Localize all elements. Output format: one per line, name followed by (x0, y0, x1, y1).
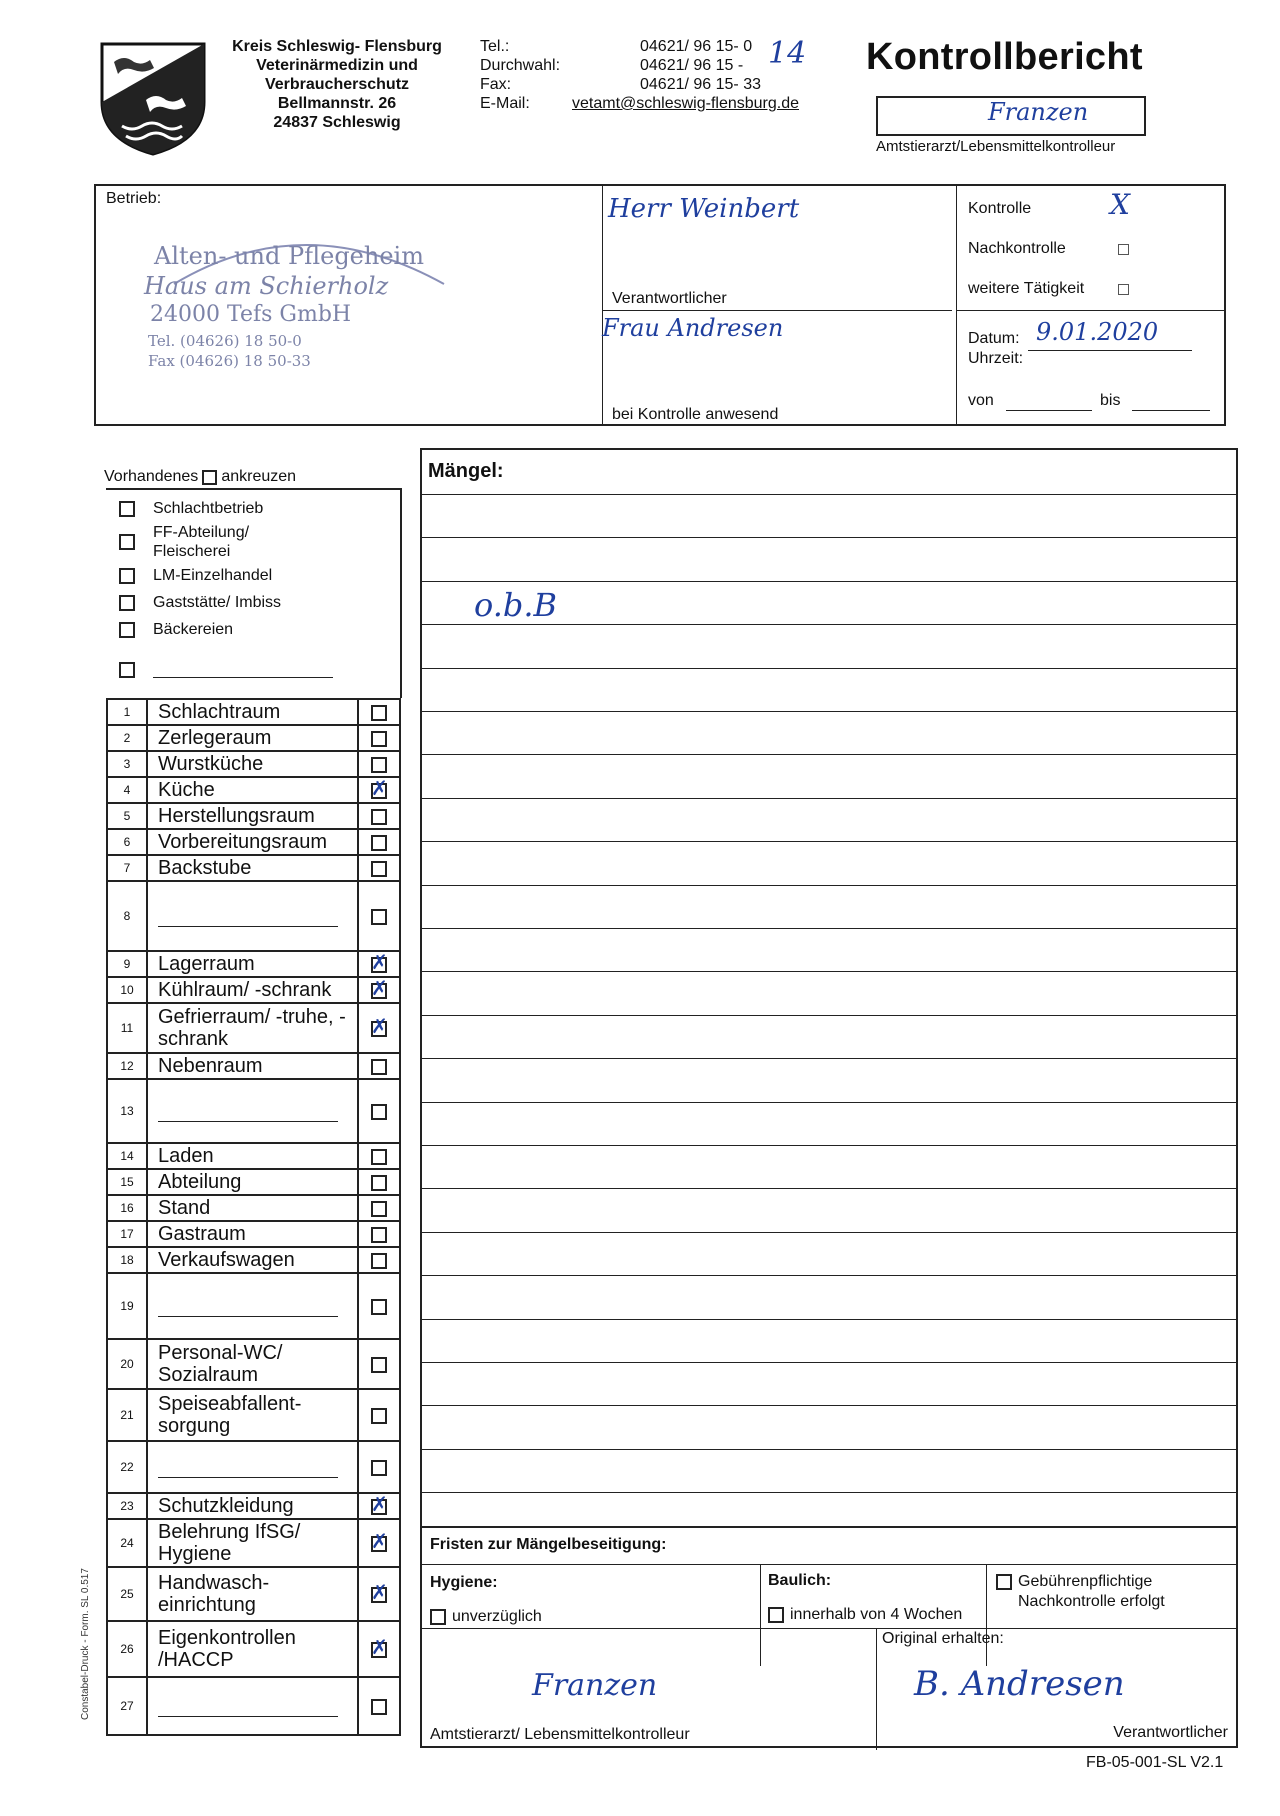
room-blank-line[interactable] (158, 1121, 338, 1122)
weitere-checkbox[interactable] (1118, 284, 1129, 295)
room-checkbox[interactable] (371, 909, 387, 925)
vorhandenes-item: Bäckereien (153, 621, 234, 638)
contact-value: 04621/ 96 15- 0 (640, 38, 753, 55)
nachkontrolle-checkbox[interactable] (1118, 244, 1129, 255)
room-row (107, 1079, 400, 1143)
maengel-ruled-line[interactable] (422, 885, 1236, 886)
present-signature: Frau Andresen (602, 314, 784, 342)
room-check-cell (358, 1493, 400, 1519)
checkmark-icon: ✗ (371, 1013, 388, 1038)
maengel-ruled-line[interactable] (422, 971, 1236, 972)
room-row (107, 777, 400, 803)
vier-wochen-label: innerhalb von 4 Wochen (790, 1606, 963, 1623)
room-checkbox[interactable] (371, 1699, 387, 1715)
checkmark-icon: ✗ (371, 949, 388, 974)
room-label[interactable] (147, 1273, 358, 1339)
room-row (107, 751, 400, 777)
responsible-signature: Herr Weinbert (608, 194, 800, 224)
room-check-cell (358, 1079, 400, 1143)
room-check-cell (358, 1273, 400, 1339)
room-check-cell (358, 1621, 400, 1677)
room-row (107, 951, 400, 977)
maengel-ruled-line[interactable] (422, 1362, 1236, 1363)
vier-wochen-checkbox[interactable] (768, 1607, 784, 1623)
room-row (107, 1247, 400, 1273)
room-label: Nebenraum (147, 1053, 358, 1079)
room-number: 11 (107, 1003, 147, 1053)
room-row (107, 1273, 400, 1339)
room-checkbox[interactable] (371, 1408, 387, 1424)
org-line: Veterinärmedizin und (256, 57, 418, 74)
org-line: Verbraucherschutz (264, 76, 410, 93)
contact-label: Fax: (480, 76, 512, 93)
room-number: 6 (107, 829, 147, 855)
amts-label: Amtstierarzt/ Lebensmittelkontrolleur (430, 1726, 690, 1743)
room-row (107, 1143, 400, 1169)
printer-note: Constabel-Druck - Form. SL 0.517 (80, 1568, 91, 1720)
room-label: Abteilung (147, 1169, 358, 1195)
maengel-ruled-line[interactable] (422, 1145, 1236, 1146)
room-label[interactable] (147, 1441, 358, 1493)
room-checkbox[interactable] (371, 1299, 387, 1315)
room-checkbox[interactable] (371, 809, 387, 825)
vorhandenes-item: Schlachtbetrieb (153, 500, 264, 517)
room-blank-line[interactable] (158, 1716, 338, 1717)
room-row (107, 1621, 400, 1677)
room-number: 27 (107, 1677, 147, 1735)
room-number: 8 (107, 881, 147, 951)
room-row (107, 803, 400, 829)
room-check-cell (358, 855, 400, 881)
verantw-signature: B. Andresen (914, 1664, 1125, 1704)
maengel-ruled-line[interactable] (422, 1405, 1236, 1406)
room-checkbox[interactable] (371, 705, 387, 721)
room-check-cell (358, 1441, 400, 1493)
maengel-ruled-line[interactable] (422, 711, 1236, 712)
company-stamp (144, 216, 464, 370)
room-check-cell (358, 829, 400, 855)
room-check-cell (358, 951, 400, 977)
room-row (107, 977, 400, 1003)
checkmark-icon: ✗ (371, 1634, 388, 1659)
room-check-cell (358, 1389, 400, 1441)
room-label: Eigenkontrollen /HACCP (147, 1621, 358, 1677)
kontrolle-label: Kontrolle (968, 200, 1032, 217)
room-checkbox[interactable] (371, 1460, 387, 1476)
room-label: Personal-WC/ Sozialraum (147, 1339, 358, 1389)
room-checkbox[interactable] (371, 1528, 388, 1553)
room-row (107, 1053, 400, 1079)
maengel-ruled-line[interactable] (422, 1492, 1236, 1493)
room-check-cell (358, 977, 400, 1003)
checkmark-icon: ✗ (371, 1528, 388, 1553)
room-checkbox[interactable] (371, 775, 388, 800)
present-label: bei Kontrolle anwesend (612, 406, 779, 423)
room-label: Kühlraum/ -schrank (147, 977, 358, 1003)
room-number: 7 (107, 855, 147, 881)
vorhandenes-list (106, 488, 402, 698)
room-number: 3 (107, 751, 147, 777)
room-row (107, 829, 400, 855)
stamp-line: Fax (04626) 18 50-33 (148, 352, 311, 370)
amts-signature: Franzen (532, 1668, 658, 1703)
room-checkbox[interactable] (371, 861, 387, 877)
checkmark-icon: ✗ (371, 1579, 388, 1604)
vorhandenes-item: FF-Abteilung/ Fleischerei (153, 524, 250, 560)
ff-abteilung-checkbox[interactable] (119, 534, 135, 550)
room-check-cell (358, 1195, 400, 1221)
stamp-line: Alten- und Pflegeheim (154, 242, 424, 270)
maengel-box (420, 448, 1238, 1528)
room-row (107, 1221, 400, 1247)
betrieb-label: Betrieb: (106, 190, 162, 207)
room-number: 5 (107, 803, 147, 829)
room-number: 12 (107, 1053, 147, 1079)
coat-of-arms-logo (98, 40, 208, 158)
room-checkbox[interactable] (371, 1149, 387, 1165)
room-number: 26 (107, 1621, 147, 1677)
fristen-title: Fristen zur Mängelbeseitigung: (430, 1536, 667, 1553)
nachkontrolle-label: Nachkontrolle (968, 240, 1066, 257)
room-number: 1 (107, 699, 147, 725)
unverzueglich-checkbox[interactable] (430, 1609, 446, 1625)
maengel-ruled-line[interactable] (422, 494, 1236, 495)
room-number: 14 (107, 1143, 147, 1169)
contact-label: E-Mail: (480, 95, 530, 112)
room-check-cell (358, 699, 400, 725)
room-checkbox[interactable] (371, 1201, 387, 1217)
room-label: Backstube (147, 855, 358, 881)
bis-field[interactable] (1132, 410, 1210, 411)
room-check-cell (358, 1143, 400, 1169)
room-number: 23 (107, 1493, 147, 1519)
room-row (107, 1195, 400, 1221)
lm-einzelhandel-checkbox[interactable] (119, 568, 135, 584)
other-blank-line[interactable] (153, 662, 333, 678)
room-checkbox[interactable] (371, 1227, 387, 1243)
room-row (107, 881, 400, 951)
room-check-cell (358, 1003, 400, 1053)
form-id: FB-05-001-SL V2.1 (1086, 1754, 1224, 1771)
room-number: 15 (107, 1169, 147, 1195)
room-row (107, 1493, 400, 1519)
maengel-ruled-line[interactable] (422, 537, 1236, 538)
gaststaette-checkbox[interactable] (119, 595, 135, 611)
room-checkbox[interactable] (371, 1059, 387, 1075)
bis-label: bis (1100, 392, 1121, 409)
room-number: 18 (107, 1247, 147, 1273)
kontrolle-checkmark[interactable]: X (1110, 188, 1130, 221)
room-label: Speiseabfallent- sorgung (147, 1389, 358, 1441)
room-row (107, 1567, 400, 1621)
room-check-cell (358, 1339, 400, 1389)
room-checkbox[interactable] (371, 1357, 387, 1373)
uhrzeit-label: Uhrzeit: (968, 350, 1024, 367)
room-blank-line[interactable] (158, 926, 338, 927)
room-row (107, 699, 400, 725)
inspector-signature-box (876, 96, 1146, 136)
maengel-ruled-line[interactable] (422, 1015, 1236, 1016)
checkmark-icon: ✗ (371, 775, 388, 800)
room-number: 2 (107, 725, 147, 751)
room-label: Lagerraum (147, 951, 358, 977)
contact-value: 04621/ 96 15- 33 (640, 76, 761, 93)
email-link[interactable]: vetamt@schleswig-flensburg.de (572, 95, 800, 112)
room-check-cell (358, 777, 400, 803)
room-label: Verkaufswagen (147, 1247, 358, 1273)
room-check-cell (358, 1247, 400, 1273)
room-checkbox[interactable] (371, 835, 387, 851)
maengel-entry[interactable]: o.b.B (474, 586, 558, 624)
unverzueglich-label: unverzüglich (452, 1608, 542, 1625)
room-label: Schutzkleidung (147, 1493, 358, 1519)
maengel-ruled-line[interactable] (422, 754, 1236, 755)
room-row (107, 1677, 400, 1735)
room-blank-line[interactable] (158, 1477, 338, 1478)
room-number: 17 (107, 1221, 147, 1247)
legend-checkbox (202, 470, 217, 485)
other-checkbox[interactable] (119, 662, 135, 678)
room-label: Schlachtraum (147, 699, 358, 725)
room-label[interactable] (147, 1079, 358, 1143)
room-check-cell (358, 881, 400, 951)
room-number: 16 (107, 1195, 147, 1221)
org-address (222, 37, 452, 132)
vorhandenes-heading (104, 468, 296, 486)
room-number: 24 (107, 1519, 147, 1567)
room-label: Zerlegeraum (147, 725, 358, 751)
maengel-ruled-line[interactable] (422, 1058, 1236, 1059)
room-row (107, 855, 400, 881)
baulich-label: Baulich: (768, 1572, 832, 1589)
room-label[interactable] (147, 881, 358, 951)
maengel-ruled-line[interactable] (422, 1275, 1236, 1276)
page-title: Kontrollbericht (866, 36, 1143, 78)
room-row (107, 1003, 400, 1053)
vorhandenes-item: LM-Einzelhandel (153, 567, 273, 584)
room-check-cell (358, 1567, 400, 1621)
room-row (107, 1389, 400, 1441)
fristen-box (420, 1526, 1238, 1748)
room-number: 9 (107, 951, 147, 977)
room-blank-line[interactable] (158, 1316, 338, 1317)
baeckereien-checkbox[interactable] (119, 622, 135, 638)
vorhandenes-text: Vorhandenes (104, 468, 199, 485)
room-row (107, 1441, 400, 1493)
room-check-cell (358, 1053, 400, 1079)
maengel-ruled-line[interactable] (422, 798, 1236, 799)
room-checkbox[interactable] (371, 1175, 387, 1191)
room-label: Laden (147, 1143, 358, 1169)
room-checkbox[interactable] (371, 731, 387, 747)
maengel-ruled-line[interactable] (422, 1188, 1236, 1189)
room-number: 22 (107, 1441, 147, 1493)
room-label: Wurstküche (147, 751, 358, 777)
room-checkbox[interactable] (371, 757, 387, 773)
room-checkbox[interactable] (371, 949, 388, 974)
verantw-label: Verantwortlicher (1113, 1724, 1228, 1741)
room-check-cell (358, 725, 400, 751)
room-number: 21 (107, 1389, 147, 1441)
stamp-line: Haus am Schierholz (144, 272, 389, 300)
room-label: Belehrung IfSG/ Hygiene (147, 1519, 358, 1567)
stamp-line: 24000 Tefs GmbH (150, 302, 352, 327)
room-label: Herstellungsraum (147, 803, 358, 829)
hygiene-label: Hygiene: (430, 1574, 498, 1591)
betrieb-box (94, 184, 1226, 426)
room-check-cell (358, 1169, 400, 1195)
room-checkbox[interactable] (371, 1579, 388, 1604)
stamp-line: Tel. (04626) 18 50-0 (148, 332, 302, 350)
room-row (107, 1339, 400, 1389)
room-checklist-table (106, 698, 401, 1736)
maengel-ruled-line[interactable] (422, 624, 1236, 625)
inspector-caption: Amtstierarzt/Lebensmittelkontrolleur (876, 138, 1116, 155)
org-line: Bellmannstr. 26 (277, 95, 397, 112)
room-checkbox[interactable] (371, 1013, 388, 1038)
contact-label: Durchwahl: (480, 57, 561, 74)
original-label: Original erhalten: (882, 1630, 1004, 1647)
contact-label: Tel.: (480, 38, 510, 55)
durchwahl-handwritten: 14 (768, 36, 807, 71)
schlachtbetrieb-checkbox[interactable] (119, 501, 135, 517)
room-row (107, 1519, 400, 1567)
vorhandenes-item: Gaststätte/ Imbiss (153, 594, 282, 611)
room-check-cell (358, 1221, 400, 1247)
room-label: Gefrierraum/ -truhe, -schrank (147, 1003, 358, 1053)
gebuehren-label: Gebührenpflichtige Nachkontrolle erfolgt (1018, 1573, 1165, 1610)
maengel-ruled-line[interactable] (422, 668, 1236, 669)
responsible-label: Verantwortlicher (612, 290, 727, 307)
inspector-signature: Franzen (988, 98, 1089, 126)
checkmark-icon: ✗ (371, 1491, 388, 1516)
room-checkbox[interactable] (371, 975, 388, 1000)
room-checkbox[interactable] (371, 1491, 388, 1516)
room-number: 4 (107, 777, 147, 803)
org-line: 24837 Schleswig (273, 114, 401, 131)
checkmark-icon: ✗ (371, 975, 388, 1000)
gebuehren-checkbox[interactable] (996, 1574, 1012, 1590)
room-number: 13 (107, 1079, 147, 1143)
datum-label: Datum: (968, 330, 1020, 347)
room-label: Gastraum (147, 1221, 358, 1247)
room-number: 19 (107, 1273, 147, 1339)
room-number: 25 (107, 1567, 147, 1621)
room-label[interactable] (147, 1677, 358, 1735)
maengel-title: Mängel: (428, 460, 504, 482)
room-label: Handwasch- einrichtung (147, 1567, 358, 1621)
room-label: Vorbereitungsraum (147, 829, 358, 855)
org-line: Kreis Schleswig- Flensburg (232, 38, 442, 55)
maengel-ruled-line[interactable] (422, 841, 1236, 842)
maengel-ruled-line[interactable] (422, 1449, 1236, 1450)
von-label: von (968, 392, 994, 409)
room-label: Küche (147, 777, 358, 803)
room-check-cell (358, 1677, 400, 1735)
contact-value: 04621/ 96 15 - (640, 57, 744, 74)
maengel-ruled-line[interactable] (422, 1232, 1236, 1233)
weitere-label: weitere Tätigkeit (968, 280, 1085, 297)
room-check-cell (358, 803, 400, 829)
room-checkbox[interactable] (371, 1104, 387, 1120)
room-number: 10 (107, 977, 147, 1003)
room-check-cell (358, 751, 400, 777)
maengel-ruled-line[interactable] (422, 928, 1236, 929)
vorhandenes-suffix: ankreuzen (221, 468, 297, 485)
room-number: 20 (107, 1339, 147, 1389)
room-row (107, 1169, 400, 1195)
von-field[interactable] (1006, 410, 1092, 411)
maengel-ruled-line[interactable] (422, 1319, 1236, 1320)
room-row (107, 725, 400, 751)
room-label: Stand (147, 1195, 358, 1221)
room-checkbox[interactable] (371, 1253, 387, 1269)
room-check-cell (358, 1519, 400, 1567)
datum-value[interactable]: 9.01.2020 (1036, 318, 1159, 346)
maengel-ruled-line[interactable] (422, 1102, 1236, 1103)
maengel-ruled-line[interactable] (422, 581, 1236, 582)
room-checkbox[interactable] (371, 1634, 388, 1659)
